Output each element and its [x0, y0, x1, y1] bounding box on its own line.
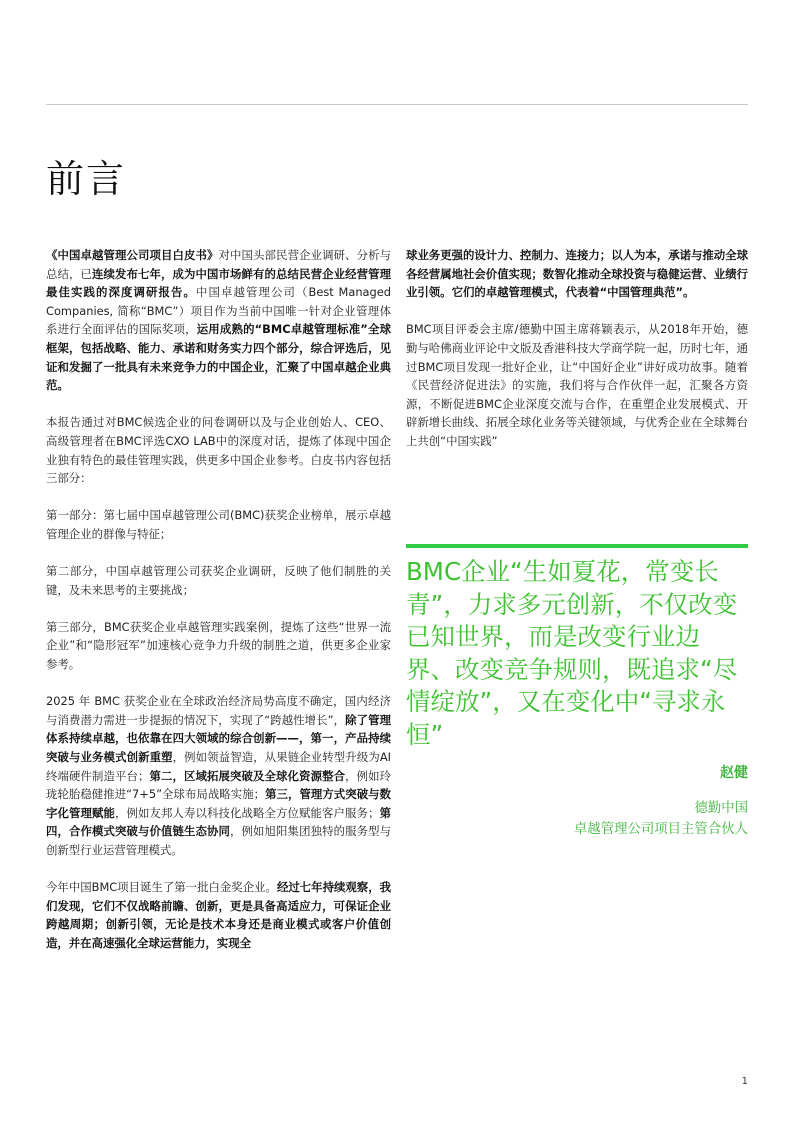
top-divider: [46, 104, 748, 105]
bold-run: 球业务更强的设计力、控制力、连接力；以人为本，承诺与推动全球各经营属地社会价值实现；数智化推动全球投资与稳健运营、业绩行业引领。它们的卓越管理模式，代表着“中国管理典范”。: [406, 248, 748, 300]
bold-run: 经过七年持续观察，我们发现，它们不仅战略前瞻、创新，更是具备高适应力，可保证企业跨越周期；创新引领，无论是技术本身还是商业模式或客户价值创造，并在高速强化全球运营能力，实现全: [46, 880, 391, 950]
pull-quote: BMC企业“生如夏花，常变长青”，力求多元创新，不仅改变已知世界，而是改变行业边界、改变竞争规则，既追求“尽情绽放”，又在变化中“寻求永恒”: [406, 557, 738, 749]
text-run: 中国卓越管理公司（Best Managed Companies, 简称“BMC”）项目作为当前中国唯一针对企业管理体系进行全面评估的国际奖项，: [46, 285, 391, 337]
text-run: BMC项目评委会主席/德勤中国主席蒋颖表示，从2018年开始，德勤与哈佛商业评论中文版及香港科技大学商学院一起，历时七年，通过BMC项目发现一批好企业，让“中国好企业”讲好成功故事。随着《民营经济促进法》的实施，我们将与合作伙伴一起，汇聚各方资源，不断促进BMC企业深度交流与合作，在重塑企业发展模式、开辟新增长曲线、拓展全球化业务等关键领域，与优秀企业在全球舞台上共创“中国实践”: [406, 322, 748, 448]
left-column: [46, 246, 391, 971]
bold-run: 运用成熟的“BMC卓越管理标准”全球框架，包括战略、能力、承诺和财务实力四个部分，综合评选后，见证和发掘了一批具有未来竞争力的中国企业，汇聚了中国卓越企业典范。: [46, 322, 391, 393]
quote-author-title: [574, 798, 748, 840]
paragraph: [46, 413, 391, 487]
paragraph: [46, 246, 391, 395]
text-run: 2025 年 BMC 获奖企业在全球政治经济局势高度不确定，国内经济与消费潜力需进一步提振的情况下，实现了“跨越性增长”，: [46, 694, 391, 727]
text-run: ，例如玲珑轮胎稳健推进“7+5”全球布局战略实施；: [46, 768, 391, 802]
text-run: 对中国头部民营企业调研、分析与总结，已: [46, 248, 391, 281]
paragraph: [46, 562, 391, 599]
text-run: 第三部分，BMC获奖企业卓越管理实践案例，提炼了这些“世界一流企业”和“隐形冠军”加速核心竞争力升级的制胜之道，供更多企业家参考。: [46, 619, 391, 672]
text-run: 第二部分，中国卓越管理公司获奖企业调研，反映了他们制胜的关键，及未来思考的主要挑战；: [46, 564, 391, 597]
paragraph: [406, 320, 748, 450]
author-role: 卓越管理公司项目主管合伙人: [573, 822, 748, 837]
page-number: 1: [741, 1076, 748, 1087]
text-run: ，例如旭阳集团独特的服务型与创新型行业运营管理模式。: [46, 824, 391, 857]
paragraph: [46, 618, 391, 674]
author-org: 德勤中国: [694, 801, 748, 816]
quote-author: 赵健: [720, 765, 748, 781]
text-run: 第一部分：第七届中国卓越管理公司(BMC)获奖企业榜单，展示卓越管理企业的群像与特征；: [46, 508, 391, 541]
bold-run: 《中国卓越管理公司项目白皮书》: [46, 248, 219, 262]
bold-run: 除了管理体系持续卓越，也依靠在四大领域的综合创新——，第一，产品持续突破与业务模式创新重塑: [46, 712, 391, 765]
bold-run: 第二，区域拓展突破及全球化资源整合: [149, 768, 346, 783]
text-run: ，例如友邦人寿以科技化战略全方位赋能客户服务；: [115, 805, 380, 820]
paragraph: [46, 878, 391, 952]
bold-run: 第三，管理方式突破与数字化管理赋能: [46, 787, 391, 820]
text-run: 今年中国BMC项目诞生了第一批白金奖企业。: [46, 880, 277, 895]
right-column: [406, 246, 748, 469]
paragraph: [406, 246, 748, 302]
page-title: 前言: [46, 157, 127, 201]
paragraph: [46, 506, 391, 543]
bold-run: 第四，合作模式突破与价值链生态协同: [46, 805, 391, 839]
bold-run: 连续发布七年，成为中国市场鲜有的总结民营企业经营管理最佳实践的深度调研报告。: [46, 266, 391, 300]
paragraph: [46, 692, 391, 859]
text-run: ，例如领益智造，从果链企业转型升级为AI终端硬件制造平台；: [46, 750, 391, 783]
text-run: 本报告通过对BMC候选企业的问卷调研以及与企业创始人、CEO、高级管理者在BMC评选CXO LAB中的深度对话，提炼了体现中国企业独有特色的最佳管理实践，供更多中国企业参考。白皮书内容包括三部分：: [46, 415, 391, 486]
pull-quote-rule: [406, 544, 748, 548]
